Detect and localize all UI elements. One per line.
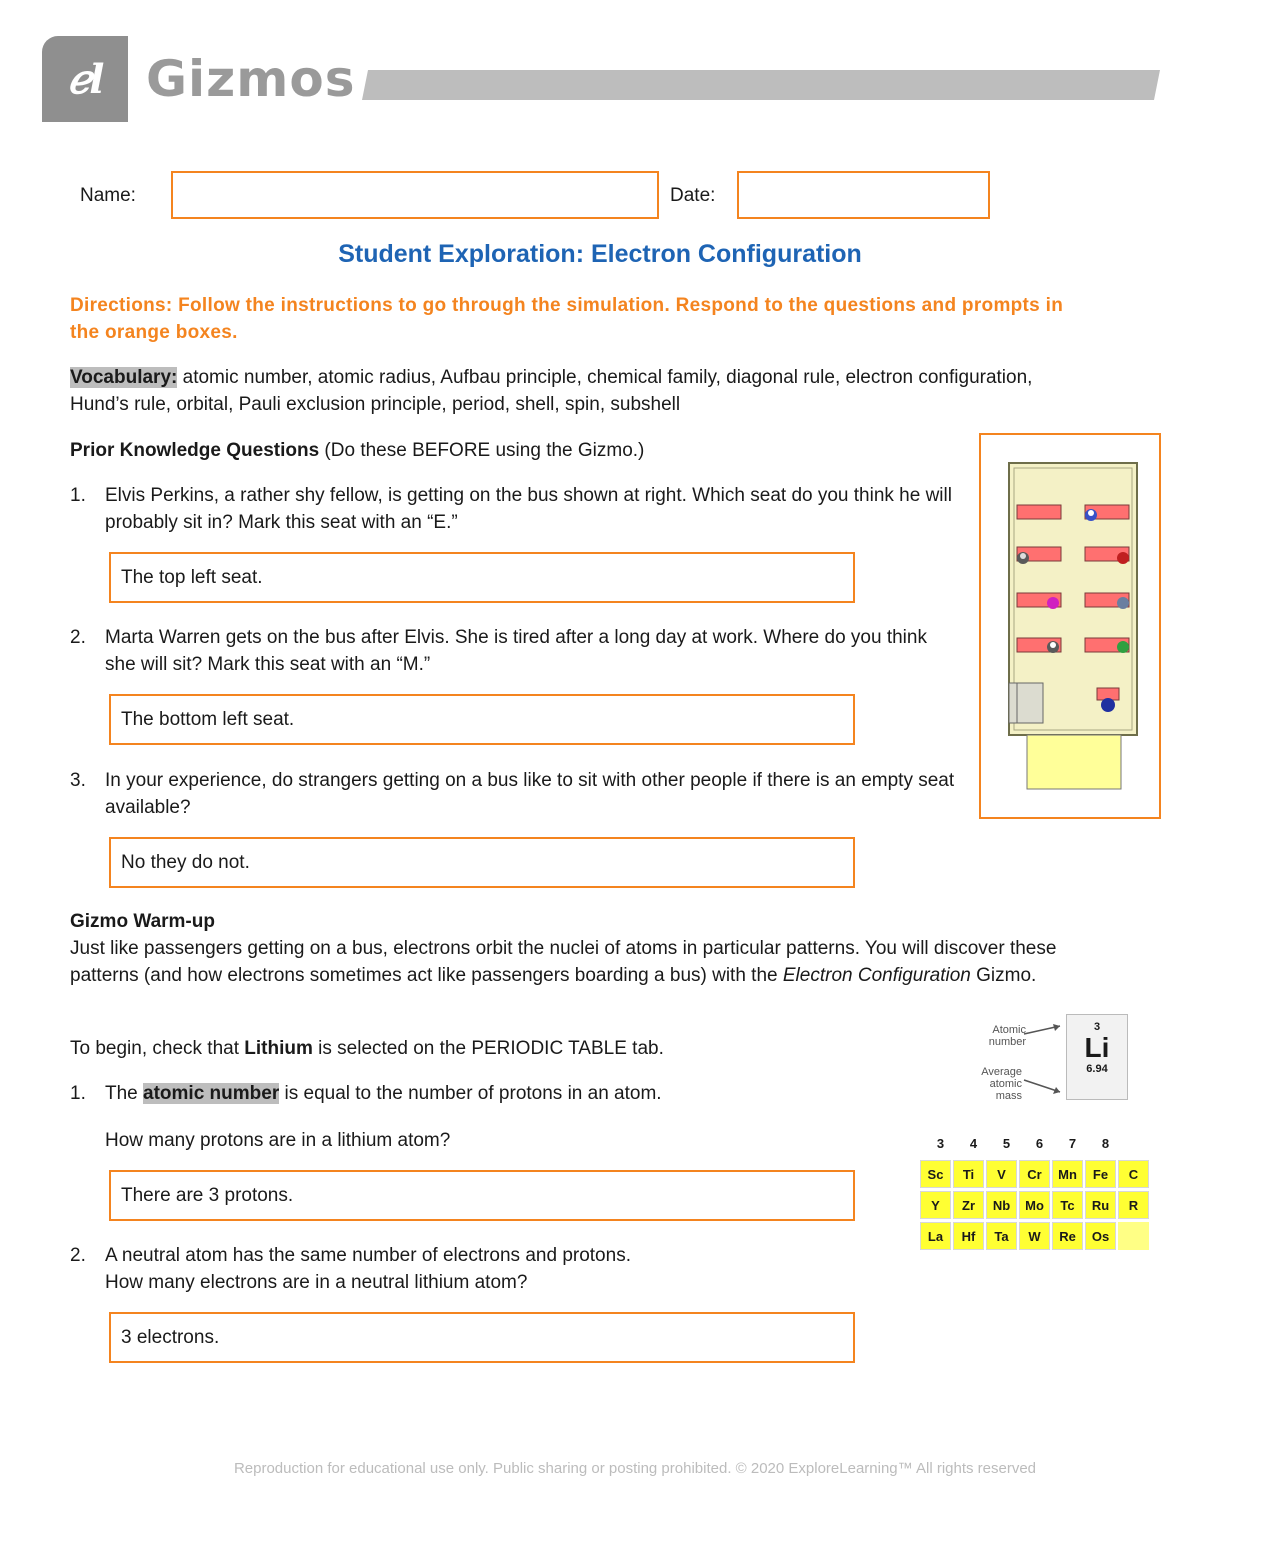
element-cell: Mo (1019, 1191, 1050, 1219)
warmup-heading: Gizmo Warm-up (70, 911, 215, 932)
answer-box-3[interactable] (109, 837, 855, 888)
warmup-intro (70, 935, 1130, 989)
element-cell: Nb (986, 1191, 1017, 1219)
question-number: 3. (70, 770, 86, 791)
answer-box-warmup-1[interactable] (109, 1170, 855, 1221)
begin-bold: Lithium (244, 1038, 313, 1059)
answer-box-warmup-2[interactable] (109, 1312, 855, 1363)
question-text: Marta Warren gets on the bus after Elvis. She is tired after a long day at work. Where do you think she will sit? Mark this seat with an “M.” (105, 627, 927, 675)
q1-text-end: is equal to the number of protons in an atom. (279, 1083, 662, 1104)
li-mass: 6.94 (1086, 1063, 1108, 1075)
name-field[interactable] (171, 171, 659, 219)
q1-text-start: The (105, 1083, 144, 1104)
brand-name: Gizmos (146, 50, 356, 108)
bus-diagram-frame (979, 433, 1161, 819)
key-arrows (1022, 1022, 1066, 1106)
group-number: 4 (969, 1136, 978, 1151)
warmup-q1-sub: How many protons are in a lithium atom? (105, 1130, 451, 1151)
element-cell: Os (1085, 1222, 1116, 1250)
group-number: 3 (936, 1136, 945, 1151)
page-title: Student Exploration: Electron Configuration (338, 240, 862, 268)
warmup-intro-text: Just like passengers getting on a bus, electrons orbit the nuclei of atoms in particular patterns. You will discover these patterns (and how electrons sometimes act like passengers boarding a bus) with the (70, 938, 1057, 986)
answer-text: The top left seat. (121, 566, 263, 588)
q1-highlight: atomic number (143, 1083, 280, 1104)
bus-diagram (981, 435, 1159, 817)
q2-line2: How many electrons are in a neutral lithium atom? (105, 1272, 528, 1293)
periodic-table-snippet (927, 1136, 1139, 1256)
element-cell: Ru (1085, 1191, 1116, 1219)
element-cell: Fe (1085, 1160, 1116, 1188)
question-number: 2. (70, 1245, 86, 1266)
group-number: 8 (1101, 1136, 1110, 1151)
average-mass-label: Average atomic mass (981, 1066, 1022, 1102)
question-text (105, 1080, 960, 1107)
element-cell: W (1019, 1222, 1050, 1250)
answer-text: No they do not. (121, 851, 250, 873)
prior-question-2 (70, 624, 960, 678)
question-number: 1. (70, 485, 86, 506)
li-symbol: Li (1084, 1032, 1110, 1063)
element-cell: Cr (1019, 1160, 1050, 1188)
warmup-section (70, 908, 1130, 989)
element-key (970, 1022, 1130, 1106)
question-text: In your experience, do strangers getting on a bus like to sit with other people if there is an empty seat available? (105, 770, 955, 818)
prior-question-3 (70, 767, 960, 821)
answer-text: There are 3 protons. (121, 1184, 294, 1206)
element-cell: V (986, 1160, 1017, 1188)
answer-box-1[interactable] (109, 552, 855, 603)
header-bar (362, 70, 1160, 100)
logo-mark: ℯl (67, 55, 103, 103)
date-field[interactable] (737, 171, 990, 219)
element-cell-empty (1118, 1222, 1149, 1250)
prior-knowledge-heading (70, 437, 644, 464)
prior-heading: Prior Knowledge Questions (70, 440, 320, 461)
warmup-begin (70, 1035, 664, 1062)
gizmos-logo (42, 36, 128, 122)
element-cell: Tc (1052, 1191, 1083, 1219)
begin-text: To begin, check that (70, 1038, 245, 1059)
element-cell: C (1118, 1160, 1149, 1188)
name-label: Name: (80, 185, 136, 206)
warmup-question-2 (70, 1242, 960, 1296)
element-cell: Ta (986, 1222, 1017, 1250)
vocabulary-label: Vocabulary: (70, 367, 178, 388)
element-cell: Hf (953, 1222, 984, 1250)
element-cell: Mn (1052, 1160, 1083, 1188)
element-cell: Re (1052, 1222, 1083, 1250)
question-number: 1. (70, 1083, 86, 1104)
vocabulary (70, 364, 1070, 418)
begin-text-end: is selected on the PERIODIC TABLE tab. (312, 1038, 664, 1059)
question-number: 2. (70, 627, 86, 648)
group-number: 6 (1035, 1136, 1044, 1151)
directions: Directions: Follow the instructions to go through the simulation. Respond to the questions and prompts in the orange boxes. (70, 295, 1064, 343)
prior-subheading: (Do these BEFORE using the Gizmo.) (319, 440, 645, 461)
footer-copyright: Reproduction for educational use only. Public sharing or posting prohibited. © 2020 ExploreLearning™ All rights reserved (233, 1460, 1037, 1477)
q2-line1: A neutral atom has the same number of electrons and protons. (105, 1245, 631, 1266)
atomic-number-label: Atomic number (988, 1024, 1026, 1048)
question-text (105, 1242, 960, 1296)
answer-text: The bottom left seat. (121, 708, 295, 730)
warmup-question-1 (70, 1080, 960, 1107)
li-element-tile (1066, 1014, 1128, 1100)
group-number: 7 (1068, 1136, 1077, 1151)
warmup-intro-end: Gizmo. (970, 965, 1037, 986)
question-text: Elvis Perkins, a rather shy fellow, is getting on the bus shown at right. Which seat do you think he will probably sit in? Mark this seat with an “E.” (105, 485, 952, 533)
element-cell: Zr (953, 1191, 984, 1219)
element-cell: Y (920, 1191, 951, 1219)
date-label: Date: (670, 185, 716, 206)
element-cell: Sc (920, 1160, 951, 1188)
vocabulary-text: atomic number, atomic radius, Aufbau principle, chemical family, diagonal rule, electron configuration, Hund’s rule, orbital, Pauli exclusion principle, period, shell, spin, subshell (70, 367, 1033, 415)
element-cell: R (1118, 1191, 1149, 1219)
element-cell: Ti (953, 1160, 984, 1188)
answer-box-2[interactable] (109, 694, 855, 745)
answer-text: 3 electrons. (121, 1326, 220, 1348)
group-number: 5 (1002, 1136, 1011, 1151)
element-cell: La (920, 1222, 951, 1250)
warmup-intro-emphasis: Electron Configuration (782, 965, 971, 986)
prior-question-1 (70, 482, 960, 536)
li-atomic-number: 3 (1093, 1021, 1101, 1033)
